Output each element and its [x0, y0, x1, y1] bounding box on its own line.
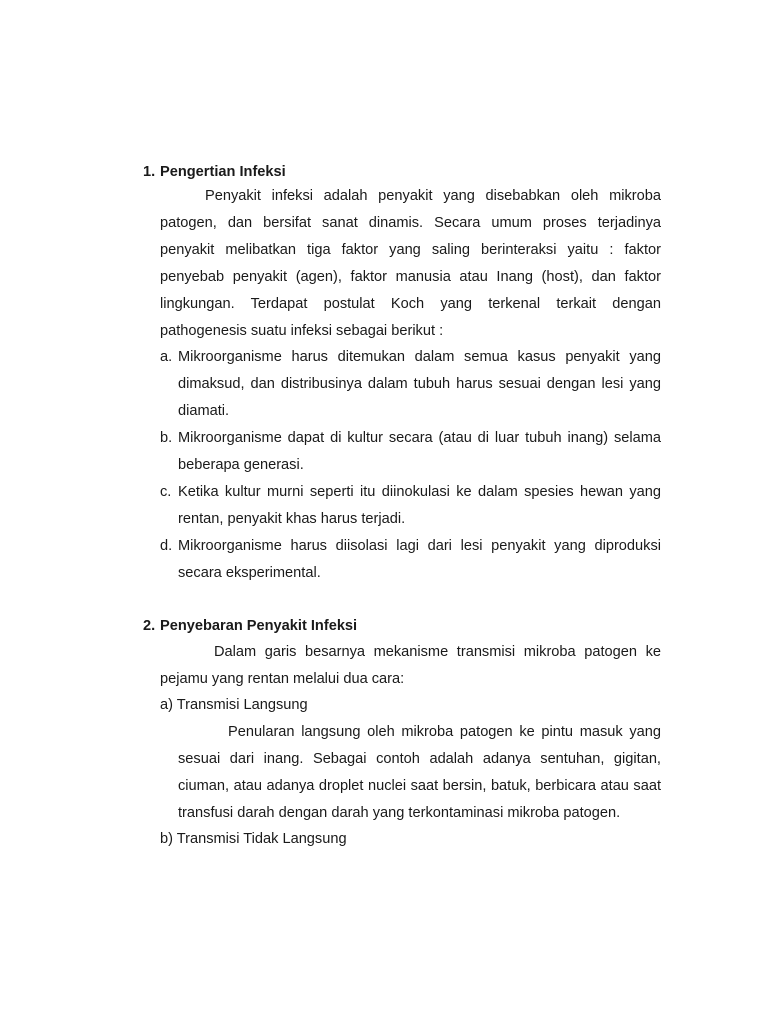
- list-marker-b: b.: [160, 430, 173, 446]
- section-2-number: 2.: [143, 618, 156, 634]
- list-marker-c: c.: [160, 484, 172, 500]
- list-item-c: [160, 479, 661, 533]
- section-1-paragraph: Penyakit infeksi adalah penyakit yang disebabkan oleh mikroba patogen, dan bersifat sanat dinamis. Secara umum proses terjadinya penyakit melibatkan tiga faktor yang saling berinteraksi yaitu : faktor penyebab penyakit (agen), faktor manusia atau Inang (host), dan faktor lingkungan. Terdapat postulat Koch yang terkenal terkait dengan pathogenesis suatu infeksi sebagai berikut :: [160, 188, 661, 339]
- list-text-b: Mikroorganisme dapat di kultur secara (atau di luar tubuh inang) selama beberapa generasi.: [178, 430, 661, 473]
- list-text-a: Mikroorganisme harus ditemukan dalam semua kasus penyakit yang dimaksud, dan distribusinya dalam tubuh harus sesuai dengan lesi yang diamati.: [178, 349, 661, 419]
- list-item-d: [160, 533, 661, 587]
- section-1-number: 1.: [143, 164, 156, 180]
- direct-transmission-paragraph: Penularan langsung oleh mikroba patogen ke pintu masuk yang sesuai dari inang. Sebagai contoh adalah adanya sentuhan, gigitan, ciuman, atau adanya droplet nuclei saat bersin, batuk, berbicara atau saat transfusi darah dengan darah yang terkontaminasi mikroba patogen.: [178, 724, 661, 821]
- subheading-indirect-transmission: b) Transmisi Tidak Langsung: [160, 831, 347, 847]
- section-2-title: Penyebaran Penyakit Infeksi: [160, 618, 358, 634]
- section-1-heading: [143, 162, 286, 182]
- section-1-title: Pengertian Infeksi: [160, 164, 286, 180]
- subheading-direct-transmission: a) Transmisi Langsung: [160, 697, 308, 713]
- list-item-b: [160, 425, 661, 479]
- section-2-heading: [143, 616, 357, 636]
- list-marker-d: d.: [160, 538, 173, 554]
- section-2-paragraph: Dalam garis besarnya mekanisme transmisi mikroba patogen ke pejamu yang rentan melalui dua cara:: [160, 644, 661, 687]
- list-text-d: Mikroorganisme harus diisolasi lagi dari lesi penyakit yang diproduksi secara eksperimental.: [178, 538, 661, 581]
- list-item-a: [160, 344, 661, 425]
- list-text-c: Ketika kultur murni seperti itu diinokulasi ke dalam spesies hewan yang rentan, penyakit khas harus terjadi.: [178, 484, 661, 527]
- list-marker-a: a.: [160, 349, 173, 365]
